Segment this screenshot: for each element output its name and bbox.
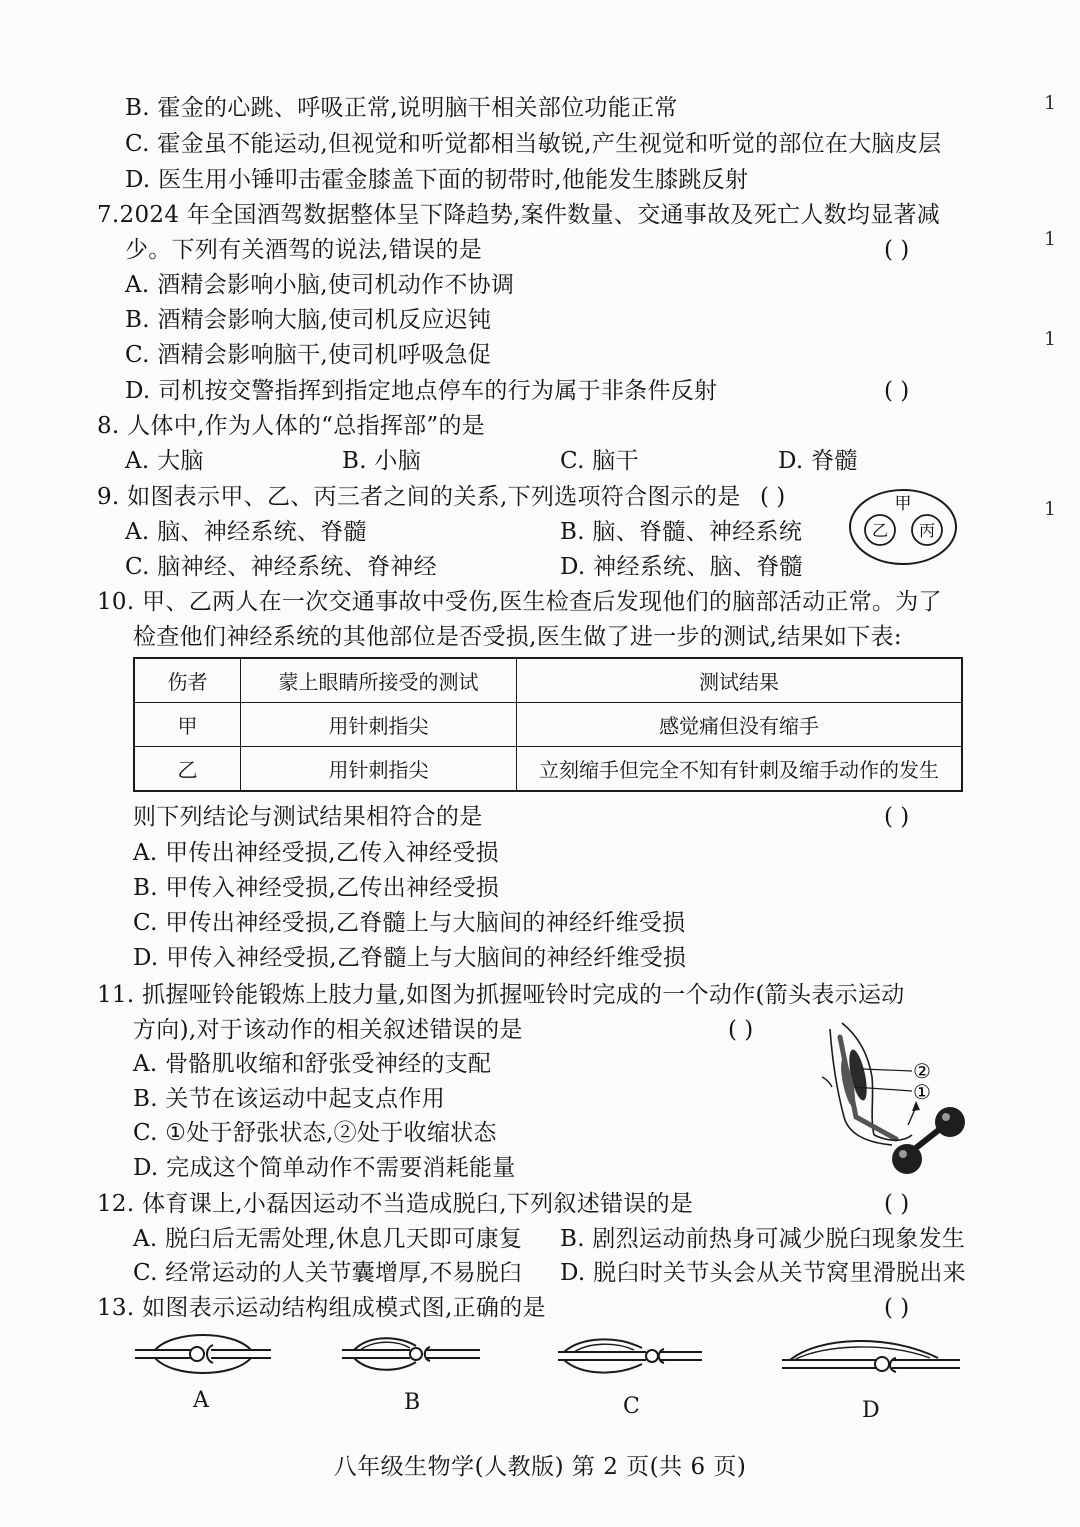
q8-option-d: D. 脊髓 <box>778 448 858 474</box>
q11-option-d: D. 完成这个简单动作不需要消耗能量 <box>133 1155 516 1181</box>
table-header: 蒙上眼睛所接受的测试 <box>241 658 517 703</box>
q13-stem: 13. 如图表示运动结构组成模式图,正确的是 <box>97 1295 546 1321</box>
q12-option-d: D. 脱臼时关节头会从关节窝里滑脱出来 <box>560 1260 966 1286</box>
q9-relation-figure <box>847 487 959 567</box>
q7-option-d: D. 司机按交警指挥到指定地点停车的行为属于非条件反射 <box>125 378 718 404</box>
figure-label-outer: 甲 <box>894 494 912 514</box>
q6-option-b: B. 霍金的心跳、呼吸正常,说明脑干相关部位功能正常 <box>125 95 678 121</box>
q12-answer-paren: ( ) <box>884 1191 910 1217</box>
q7-extra-paren: ( ) <box>884 378 910 404</box>
q7-answer-paren: ( ) <box>884 237 910 263</box>
table-cell: 用针刺指尖 <box>241 703 517 747</box>
table-header: 测试结果 <box>517 658 963 703</box>
edge-mark: 1 <box>1044 228 1057 250</box>
q10-question: 则下列结论与测试结果相符合的是 <box>133 804 483 830</box>
q7-option-a: A. 酒精会影响小脑,使司机动作不协调 <box>125 272 515 298</box>
q13-answer-paren: ( ) <box>884 1295 910 1321</box>
q9-option-d: D. 神经系统、脑、脊髓 <box>560 554 803 580</box>
dumbbell-weight <box>935 1107 965 1137</box>
q7-stem-line1: 7.2024 年全国酒驾数据整体呈下降趋势,案件数量、交通事故及死亡人数均显著减 <box>97 202 941 228</box>
joint-model-c <box>556 1334 704 1378</box>
joint-model-a <box>133 1328 273 1380</box>
q6-option-d: D. 医生用小锤叩击霍金膝盖下面的韧带时,他能发生膝跳反射 <box>125 167 749 193</box>
q7-option-c: C. 酒精会影响脑干,使司机呼吸急促 <box>125 342 492 368</box>
q9-option-a: A. 脑、神经系统、脊髓 <box>125 519 367 545</box>
q11-stem-line2: 方向),对于该动作的相关叙述错误的是 <box>133 1017 523 1043</box>
q8-option-c: C. 脑干 <box>560 448 639 474</box>
q12-option-a: A. 脱臼后无需处理,休息几天即可康复 <box>133 1226 523 1252</box>
q11-stem-line1: 11. 抓握哑铃能锻炼上肢力量,如图为抓握哑铃时完成的一个动作(箭头表示运动 <box>97 982 905 1008</box>
q10-stem-line2: 检查他们神经系统的其他部位是否受损,医生做了进一步的测试,结果如下表: <box>133 624 902 650</box>
table-cell: 立刻缩手但完全不知有针刺及缩手动作的发生 <box>517 747 963 792</box>
q8-option-b: B. 小脑 <box>342 448 422 474</box>
q9-option-b: B. 脑、脊髓、神经系统 <box>560 519 803 545</box>
q7-option-b: B. 酒精会影响大脑,使司机反应迟钝 <box>125 307 492 333</box>
q12-option-b: B. 剧烈运动前热身可减少脱臼现象发生 <box>560 1226 966 1252</box>
label-leader <box>862 1069 912 1071</box>
q11-option-a: A. 骨骼肌收缩和舒张受神经的支配 <box>133 1051 492 1077</box>
q9-answer-paren: ( ) <box>760 484 786 510</box>
q11-answer-paren: ( ) <box>728 1017 754 1043</box>
q10-stem-line1: 10. 甲、乙两人在一次交通事故中受伤,医生检查后发现他们的脑部活动正常。为了 <box>97 589 942 615</box>
table-cell: 用针刺指尖 <box>241 747 517 792</box>
figure-caption-c: C <box>623 1394 640 1419</box>
q9-stem: 9. 如图表示甲、乙、丙三者之间的关系,下列选项符合图示的是 <box>97 484 741 510</box>
q10-option-a: A. 甲传出神经受损,乙传入神经受损 <box>133 840 499 866</box>
figure-caption-a: A <box>193 1388 209 1413</box>
table-row <box>134 747 962 792</box>
q10-option-d: D. 甲传入神经受损,乙脊髓上与大脑间的神经纤维受损 <box>133 945 687 971</box>
figure-label-2: ② <box>913 1059 931 1083</box>
table-cell: 乙 <box>134 747 241 792</box>
q11-option-b: B. 关节在该运动中起支点作用 <box>133 1086 446 1112</box>
q10-option-c: C. 甲传出神经受损,乙脊髓上与大脑间的神经纤维受损 <box>133 910 686 936</box>
figure-caption-d: D <box>862 1398 880 1423</box>
q11-option-c: C. ①处于舒张状态,②处于收缩状态 <box>133 1120 497 1146</box>
edge-mark: 1 <box>1044 92 1057 114</box>
table-cell: 感觉痛但没有缩手 <box>517 703 963 747</box>
edge-mark: 1 <box>1044 328 1057 350</box>
q6-option-c: C. 霍金虽不能运动,但视觉和听觉都相当敏锐,产生视觉和听觉的部位在大脑皮层 <box>125 131 942 157</box>
test-results-table <box>133 657 963 792</box>
q10-option-b: B. 甲传入神经受损,乙传出神经受损 <box>133 875 500 901</box>
q12-stem: 12. 体育课上,小磊因运动不当造成脱臼,下列叙述错误的是 <box>97 1191 694 1217</box>
table-cell: 甲 <box>134 703 241 747</box>
joint-model-d <box>780 1330 962 1382</box>
joint-model-b <box>340 1330 482 1378</box>
table-header-row <box>134 658 962 703</box>
q9-option-c: C. 脑神经、神经系统、脊神经 <box>125 554 437 580</box>
figure-label-1: ① <box>913 1080 931 1104</box>
q10-answer-paren: ( ) <box>884 804 910 830</box>
q12-option-c: C. 经常运动的人关节囊增厚,不易脱臼 <box>133 1260 523 1286</box>
q8-stem: 8. 人体中,作为人体的“总指挥部”的是 <box>97 413 486 439</box>
q7-stem-line2: 少。下列有关酒驾的说法,错误的是 <box>125 237 483 263</box>
figure-label-right: 丙 <box>918 521 936 540</box>
arm-dumbbell-figure <box>812 1017 972 1179</box>
figure-label-left: 乙 <box>871 521 889 540</box>
edge-mark: 1 <box>1044 498 1057 520</box>
figure-caption-b: B <box>404 1390 421 1415</box>
table-row <box>134 703 962 747</box>
page-footer: 八年级生物学(人教版) 第 2 页(共 6 页) <box>333 1454 747 1480</box>
dumbbell-weight <box>892 1144 922 1174</box>
q8-option-a: A. 大脑 <box>125 448 204 474</box>
table-header: 伤者 <box>134 658 241 703</box>
